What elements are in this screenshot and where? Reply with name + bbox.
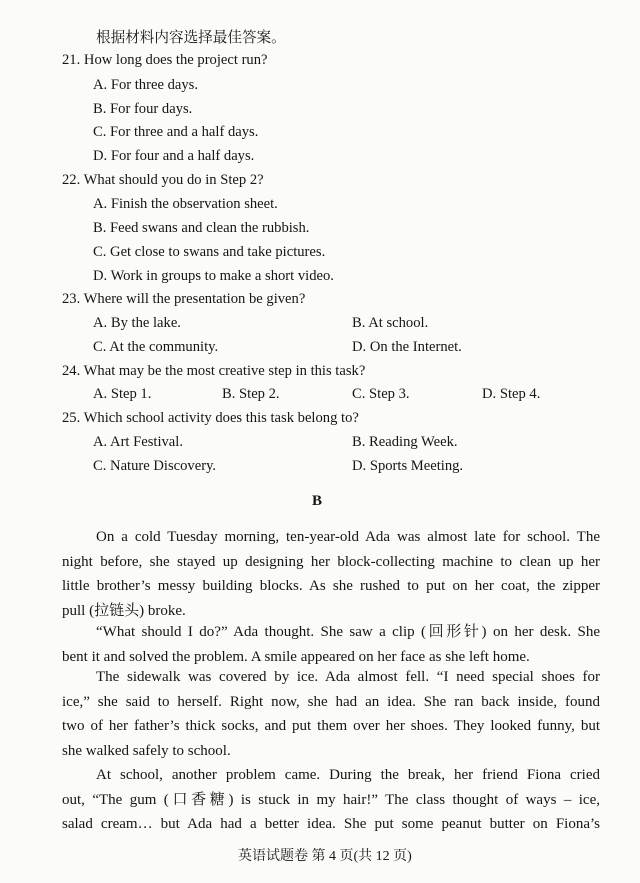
option-21c[interactable]: C. For three and a half days. [93, 124, 259, 140]
option-24c[interactable]: C. Step 3. [352, 386, 410, 402]
option-23b[interactable]: B. At school. [352, 315, 429, 331]
question-22 [62, 172, 264, 189]
passage-line: two of her father’s thick socks, and put them over her shoes. They looked funny, but [62, 718, 600, 735]
option-23c[interactable]: C. At the community. [93, 339, 219, 355]
question-text: Which school activity does this task belong to? [83, 410, 359, 426]
passage-paragraph-3 [62, 665, 600, 763]
passage-paragraph-4 [62, 763, 600, 837]
option-21d[interactable]: D. For four and a half days. [93, 148, 255, 164]
passage-line: out, “The gum (口香糖) is stuck in my hair!” The class thought of ways – ice, [62, 791, 600, 808]
option-23a[interactable]: A. By the lake. [93, 315, 181, 331]
instruction-text: 根据材料内容选择最佳答案。 [96, 30, 286, 46]
passage-line: On a cold Tuesday morning, ten-year-old Ada was almost late for school. The [96, 529, 600, 545]
question-number: 21. [62, 52, 81, 68]
passage-line: At school, another problem came. During the break, her friend Fiona cried [96, 767, 600, 783]
passage-line: The sidewalk was covered by ice. Ada almost fell. “I need special shoes for [96, 669, 600, 685]
passage-line: ice,” she said to herself. Right now, she had an idea. She ran back inside, found [62, 693, 600, 710]
page-footer: 英语试题卷 第 4 页(共 12 页) [238, 849, 412, 864]
question-number: 24. [62, 363, 81, 379]
question-number: 25. [62, 410, 81, 426]
option-21a[interactable]: A. For three days. [93, 77, 198, 93]
question-24 [62, 363, 365, 380]
option-22a[interactable]: A. Finish the observation sheet. [93, 196, 278, 212]
question-21 [62, 52, 268, 69]
passage-line: pull (拉链头) broke. [62, 602, 186, 619]
question-23 [62, 291, 305, 308]
passage-line: salad cream… but Ada had a better idea. She put some peanut butter on Fiona’s [62, 816, 600, 833]
question-text: What should you do in Step 2? [83, 172, 264, 188]
question-25 [62, 410, 359, 427]
question-text: Where will the presentation be given? [83, 291, 306, 307]
question-number: 22. [62, 172, 81, 188]
passage-line: she walked safely to school. [62, 742, 231, 759]
option-22c[interactable]: C. Get close to swans and take pictures. [93, 244, 326, 260]
passage-line: night before, she stayed up designing her block-collecting machine to clean up her [62, 553, 600, 570]
passage-paragraph-1 [62, 525, 600, 623]
question-number: 23. [62, 291, 81, 307]
passage-line: bent it and solved the problem. A smile appeared on her face as she left home. [62, 648, 530, 665]
question-text: What may be the most creative step in this task? [83, 363, 366, 379]
passage-paragraph-2 [62, 620, 600, 669]
question-text: How long does the project run? [83, 52, 268, 68]
option-25d[interactable]: D. Sports Meeting. [352, 458, 464, 474]
option-22b[interactable]: B. Feed swans and clean the rubbish. [93, 220, 310, 236]
passage-line: “What should I do?” Ada thought. She saw a clip (回形针) on her desk. She [96, 624, 600, 640]
option-25b[interactable]: B. Reading Week. [352, 434, 458, 450]
option-22d[interactable]: D. Work in groups to make a short video. [93, 268, 334, 284]
option-25c[interactable]: C. Nature Discovery. [93, 458, 217, 474]
section-heading: B [312, 493, 323, 509]
option-23d[interactable]: D. On the Internet. [352, 339, 462, 355]
option-24a[interactable]: A. Step 1. [93, 386, 152, 402]
option-25a[interactable]: A. Art Festival. [93, 434, 183, 450]
option-24b[interactable]: B. Step 2. [222, 386, 280, 402]
passage-line: little brother’s messy building blocks. As she rushed to put on her coat, the zipper [62, 578, 600, 595]
option-21b[interactable]: B. For four days. [93, 101, 193, 117]
option-24d[interactable]: D. Step 4. [482, 386, 541, 402]
